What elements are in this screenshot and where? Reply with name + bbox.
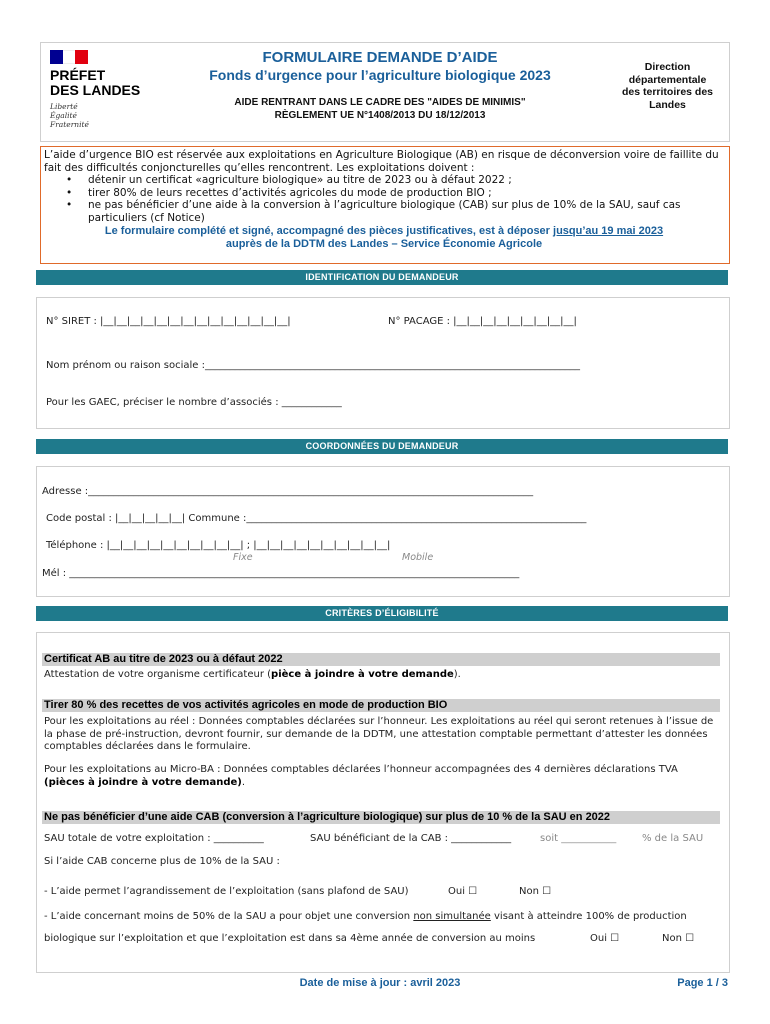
deadline-notice bbox=[44, 225, 724, 251]
critere-recettes-reel: Pour les exploitations au réel : Données comptables déclarées sur l’honneur. Les exploitations au réel qui seront retenues à l’issue de la phase de pré-instruction, devront fournir, sur demande de la DDTM, une attestation comptable permettant d’attester les données comptables déclarées dans le formulaire. bbox=[44, 716, 714, 752]
form-title-main: FORMULAIRE DEMANDE D’AIDE bbox=[262, 49, 498, 66]
sau-pourcentage-field[interactable]: soit ___________ bbox=[540, 833, 617, 844]
regulation-line1: AIDE RENTRANT DANS LE CADRE DES "AIDES DE MINIMIS" bbox=[234, 97, 526, 108]
intro-paragraph: L’aide d’urgence BIO est réservée aux exploitations en Agriculture Biologique (AB) en risque de déconversion voire de faillite du fait des difficultés conjoncturelles qu’elles rencontrent. Les exploitations doivent : bbox=[44, 149, 719, 174]
deadline-line1 bbox=[44, 225, 724, 238]
critere-recettes-heading: Tirer 80 % des recettes de vos activités agricoles en mode de production BIO bbox=[42, 699, 720, 712]
deadline-line2: auprès de la DDTM des Landes – Service Économie Agricole bbox=[225, 238, 543, 250]
footer-update-date: Date de mise à jour : avril 2023 bbox=[299, 977, 461, 989]
sau-totale-field[interactable]: SAU totale de votre exploitation : __________ bbox=[44, 833, 264, 844]
motto-egalite: Égalité bbox=[50, 111, 77, 120]
certificat-text: Attestation de votre organisme certificateur ( bbox=[44, 669, 272, 680]
siret-field[interactable]: N° SIRET : |__|__|__|__|__|__|__|__|__|__|__|__|__|__| bbox=[46, 316, 291, 327]
conversion-non-checkbox[interactable]: Non ☐ bbox=[662, 933, 695, 944]
logo-motto bbox=[50, 102, 160, 129]
telephone-field[interactable]: Téléphone : |__|__|__|__|__|__|__|__|__|__| ; |__|__|__|__|__|__|__|__|__|__| bbox=[46, 540, 391, 551]
critere-certificat-heading: Certificat AB au titre de 2023 ou à défaut 2022 bbox=[42, 653, 720, 666]
form-title bbox=[170, 49, 590, 84]
logo-title-line2: DES LANDES bbox=[50, 82, 141, 98]
deadline-date: jusqu’au 19 mai 2023 bbox=[553, 225, 664, 237]
direction-line4: Landes bbox=[649, 98, 686, 111]
regulation-line2: RÈGLEMENT UE N°1408/2013 DU 18/12/2013 bbox=[274, 110, 486, 121]
agrandissement-non-checkbox[interactable]: Non ☐ bbox=[519, 886, 552, 897]
conversion-non-simultanee: non simultanée bbox=[413, 911, 491, 922]
intro-text bbox=[44, 149, 724, 251]
telephone-fixe-label: Fixe bbox=[233, 552, 253, 563]
prefet-logo bbox=[50, 50, 160, 135]
microba-piece: (pièces à joindre à votre demande) bbox=[44, 776, 242, 788]
direction-line3: des territoires des bbox=[621, 86, 714, 98]
list-item: • détenir un certificat «agriculture biologique» au titre de 2023 ou à défaut 2022 ; bbox=[44, 174, 724, 187]
si-cab-label: Si l’aide CAB concerne plus de 10% de la SAU : bbox=[44, 856, 280, 867]
mel-field[interactable]: Mél : __________________________________________________________________________________________ bbox=[42, 568, 520, 579]
motto-fraternite: Fraternité bbox=[50, 120, 89, 129]
critere-cab-heading: Ne pas bénéficier d’une aide CAB (conversion à l’agriculture biologique) sur plus de 10 % de la SAU en 2022 bbox=[42, 811, 720, 824]
flag-white bbox=[63, 50, 76, 64]
conversion-oui-checkbox[interactable]: Oui ☐ bbox=[590, 933, 620, 944]
critere-recettes-microba bbox=[44, 764, 720, 789]
question-conversion-line2: biologique sur l’exploitation et que l’exploitation est dans sa 4ème année de conversion au moins bbox=[44, 933, 536, 944]
flag-icon bbox=[50, 50, 88, 64]
certificat-piece: pièce à joindre à votre demande bbox=[271, 669, 454, 680]
adresse-field[interactable]: Adresse :_________________________________________________________________________________________ bbox=[42, 486, 534, 497]
certificat-end: ). bbox=[453, 669, 461, 680]
pct-sau-label: % de la SAU bbox=[642, 833, 704, 844]
list-item: • ne pas bénéficier d’une aide à la conversion à l’agriculture biologique (CAB) sur plus de 10% de la SAU, sauf cas particuliers (cf Notice) bbox=[44, 199, 724, 224]
logo-title-line1: PRÉFET bbox=[50, 67, 106, 83]
microba-text: Pour les exploitations au Micro-BA : Données comptables déclarées l’honneur accompagnées des 4 dernières déclarations TVA bbox=[44, 764, 678, 775]
question-agrandissement: - L’aide permet l’agrandissement de l’exploitation (sans plafond de SAU) bbox=[44, 886, 409, 897]
conversion-text-1: - L’aide concernant moins de 50% de la SAU a pour objet une conversion bbox=[44, 911, 414, 922]
critere-certificat-text bbox=[44, 669, 720, 682]
question-conversion bbox=[44, 911, 687, 923]
conversion-text-2: visant à atteindre 100% de production bbox=[490, 911, 687, 922]
agrandissement-oui-checkbox[interactable]: Oui ☐ bbox=[448, 886, 478, 897]
form-title-subtitle: Fonds d’urgence pour l’agriculture biologique 2023 bbox=[209, 67, 551, 83]
section-criteres-header: CRITÈRES D’ÉLIGIBILITÉ bbox=[36, 606, 728, 621]
telephone-mobile-label: Mobile bbox=[402, 552, 434, 563]
direction-line2: départementale bbox=[628, 73, 707, 86]
regulation-reference bbox=[170, 96, 590, 122]
section-coordonnees-header: COORDONNÉES DU DEMANDEUR bbox=[36, 439, 728, 454]
direction-label bbox=[610, 61, 725, 111]
footer-page-number: Page 1 / 3 bbox=[677, 977, 728, 989]
section-identification-header: IDENTIFICATION DU DEMANDEUR bbox=[36, 270, 728, 285]
list-item: • tirer 80% de leurs recettes d’activités agricoles du mode de production BIO ; bbox=[44, 187, 724, 200]
nom-field[interactable]: Nom prénom ou raison sociale :___________________________________________________________________________ bbox=[46, 360, 580, 371]
pacage-field[interactable]: N° PACAGE : |__|__|__|__|__|__|__|__|__| bbox=[388, 316, 577, 327]
logo-title bbox=[50, 68, 160, 98]
intro-bullets bbox=[44, 174, 724, 224]
flag-red bbox=[75, 50, 88, 64]
sau-cab-field[interactable]: SAU bénéficiant de la CAB : ____________ bbox=[310, 833, 512, 844]
direction-line1: Direction bbox=[644, 61, 691, 73]
code-postal-commune-field[interactable]: Code postal : |__|__|__|__|__| Commune :____________________________________________________________________ bbox=[46, 513, 587, 524]
gaec-associes-field[interactable]: Pour les GAEC, préciser le nombre d’associés : ____________ bbox=[46, 397, 342, 408]
flag-blue bbox=[50, 50, 63, 64]
microba-end: . bbox=[241, 776, 246, 788]
motto-liberte: Liberté bbox=[50, 102, 78, 111]
deadline-text: Le formulaire complété et signé, accompagné des pièces justificatives, est à déposer bbox=[104, 225, 554, 237]
